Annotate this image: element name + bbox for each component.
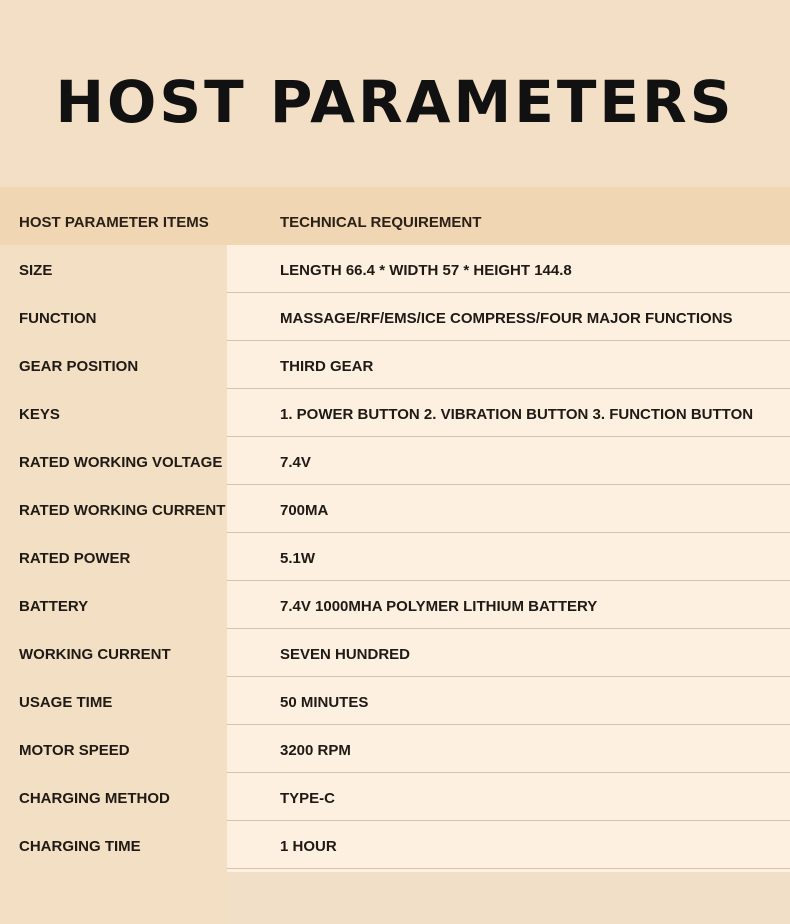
table-row [0,485,790,533]
parameter-value: 7.4V 1000MHA POLYMER LITHIUM BATTERY [280,598,598,615]
parameter-name: FUNCTION [19,310,97,327]
parameter-name: CHARGING TIME [19,838,141,855]
table-row [0,341,790,389]
header-item-label: HOST PARAMETER ITEMS [19,214,209,231]
table-row [0,245,790,293]
table-row [0,821,790,869]
bottom-strip [227,872,790,924]
table-row [0,773,790,821]
parameter-value: 1. POWER BUTTON 2. VIBRATION BUTTON 3. FUNCTION BUTTON [280,406,754,423]
parameter-name: CHARGING METHOD [19,790,170,807]
table-row [0,389,790,437]
parameter-value: 5.1W [280,550,316,567]
title-banner [0,0,790,187]
parameter-value: THIRD GEAR [280,358,374,375]
parameter-value: 7.4V [280,454,311,471]
parameter-name: GEAR POSITION [19,358,139,375]
table-row [0,437,790,485]
row-divider [227,868,790,869]
table-row [0,677,790,725]
table-row [0,629,790,677]
header-requirement-label: TECHNICAL REQUIREMENT [280,214,482,231]
parameter-value: 1 HOUR [280,838,337,855]
parameter-name: SIZE [19,262,53,279]
parameter-value: MASSAGE/RF/EMS/ICE COMPRESS/FOUR MAJOR FUNCTIONS [280,310,733,327]
parameter-value: TYPE-C [280,790,336,807]
parameter-name: RATED WORKING CURRENT [19,502,226,519]
parameter-value: SEVEN HUNDRED [280,646,411,663]
table-row [0,533,790,581]
table-row [0,581,790,629]
table-row [0,725,790,773]
parameter-name: BATTERY [19,598,89,615]
parameter-name: MOTOR SPEED [19,742,130,759]
parameter-table [0,245,790,869]
parameter-value: LENGTH 66.4 * WIDTH 57 * HEIGHT 144.8 [280,262,572,279]
table-row [0,293,790,341]
parameter-name: RATED POWER [19,550,131,567]
page-title: HOST PARAMETERS [55,67,735,136]
table-header [0,187,790,245]
parameter-value: 3200 RPM [280,742,351,759]
parameter-value: 50 MINUTES [280,694,369,711]
parameter-value: 700MA [280,502,329,519]
parameter-name: WORKING CURRENT [19,646,171,663]
parameter-name: RATED WORKING VOLTAGE [19,454,223,471]
parameter-name: USAGE TIME [19,694,113,711]
parameter-name: KEYS [19,406,60,423]
